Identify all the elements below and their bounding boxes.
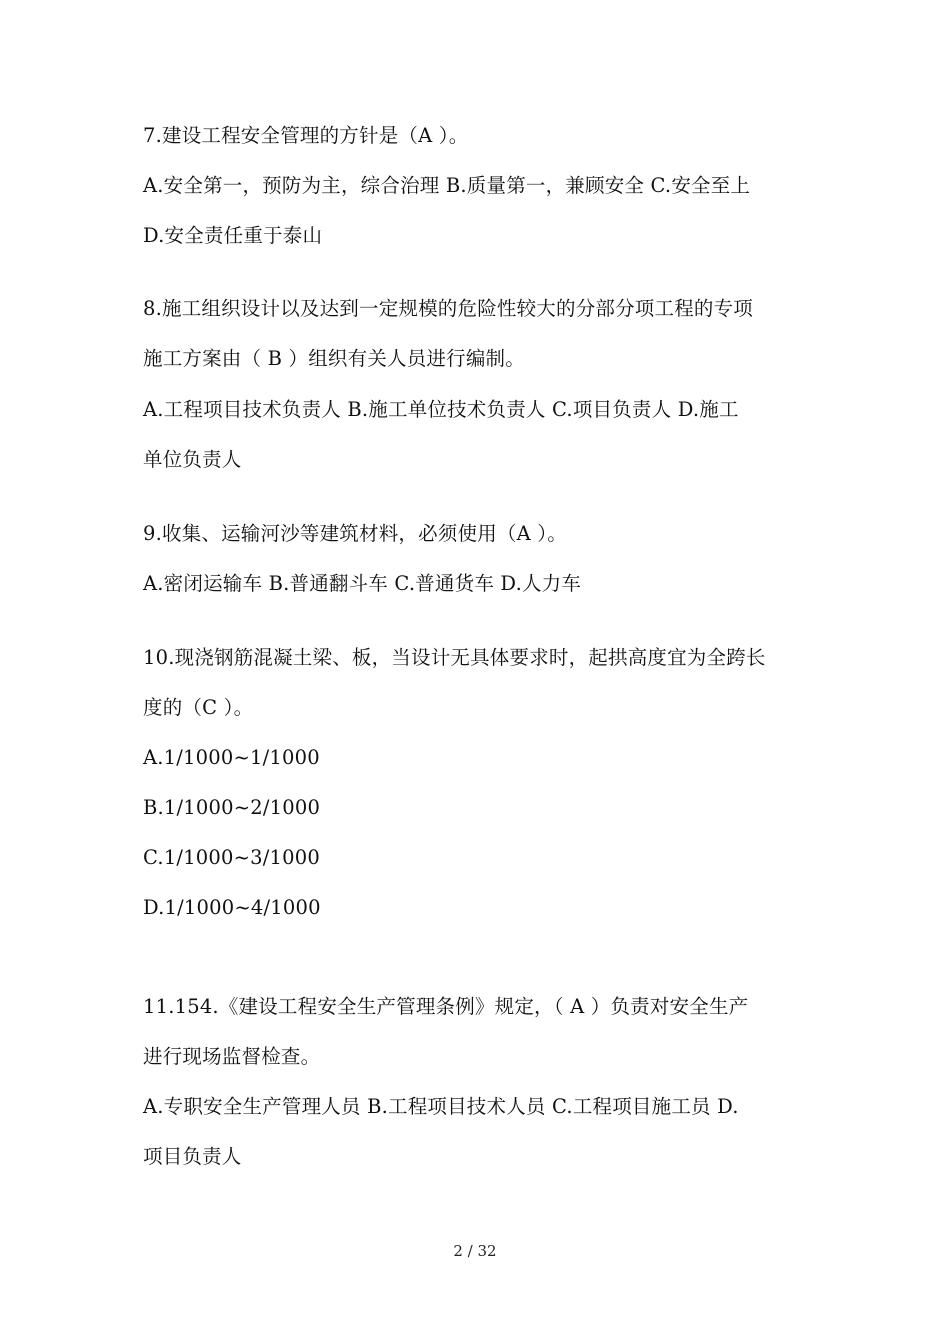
page-number: 2 / 32	[453, 1242, 497, 1260]
question-11-stem-cont: 进行现场监督检查。	[143, 1045, 321, 1068]
question-8-options: A.工程项目技术负责人 B.施工单位技术负责人 C.项目负责人 D.施工	[143, 398, 739, 421]
question-7-options: A.安全第一，预防为主，综合治理 B.质量第一，兼顾安全 C.安全至上	[143, 174, 751, 197]
question-10-option-a: A.1/1000~1/1000	[143, 746, 320, 769]
question-9-options: A.密闭运输车 B.普通翻斗车 C.普通货车 D.人力车	[143, 572, 582, 595]
question-8-stem-cont: 施工方案由（ B ）组织有关人员进行编制。	[143, 347, 525, 370]
question-10-stem-cont: 度的（C ）。	[143, 696, 254, 719]
question-11-options-cont: 项目负责人	[143, 1145, 242, 1168]
question-10-option-d: D.1/1000~4/1000	[143, 896, 321, 919]
question-8-stem: 8.施工组织设计以及达到一定规模的危险性较大的分部分项工程的专项	[143, 297, 754, 320]
question-10-stem: 10.现浇钢筋混凝土梁、板，当设计无具体要求时，起拱高度宜为全跨长	[143, 646, 766, 669]
question-10-option-c: C.1/1000~3/1000	[143, 846, 320, 869]
question-7-stem: 7.建设工程安全管理的方针是（A ）。	[143, 124, 469, 147]
question-8-options-cont: 单位负责人	[143, 448, 242, 471]
question-11-stem: 11.154.《建设工程安全生产管理条例》规定，（ A ）负责对安全生产	[143, 995, 749, 1018]
question-7-options-cont: D.安全责任重于泰山	[143, 224, 323, 247]
question-10-option-b: B.1/1000~2/1000	[143, 796, 321, 819]
question-11-options: A.专职安全生产管理人员 B.工程项目技术人员 C.工程项目施工员 D.	[143, 1095, 739, 1118]
question-9-stem: 9.收集、运输河沙等建筑材料，必须使用（A ）。	[143, 522, 567, 545]
